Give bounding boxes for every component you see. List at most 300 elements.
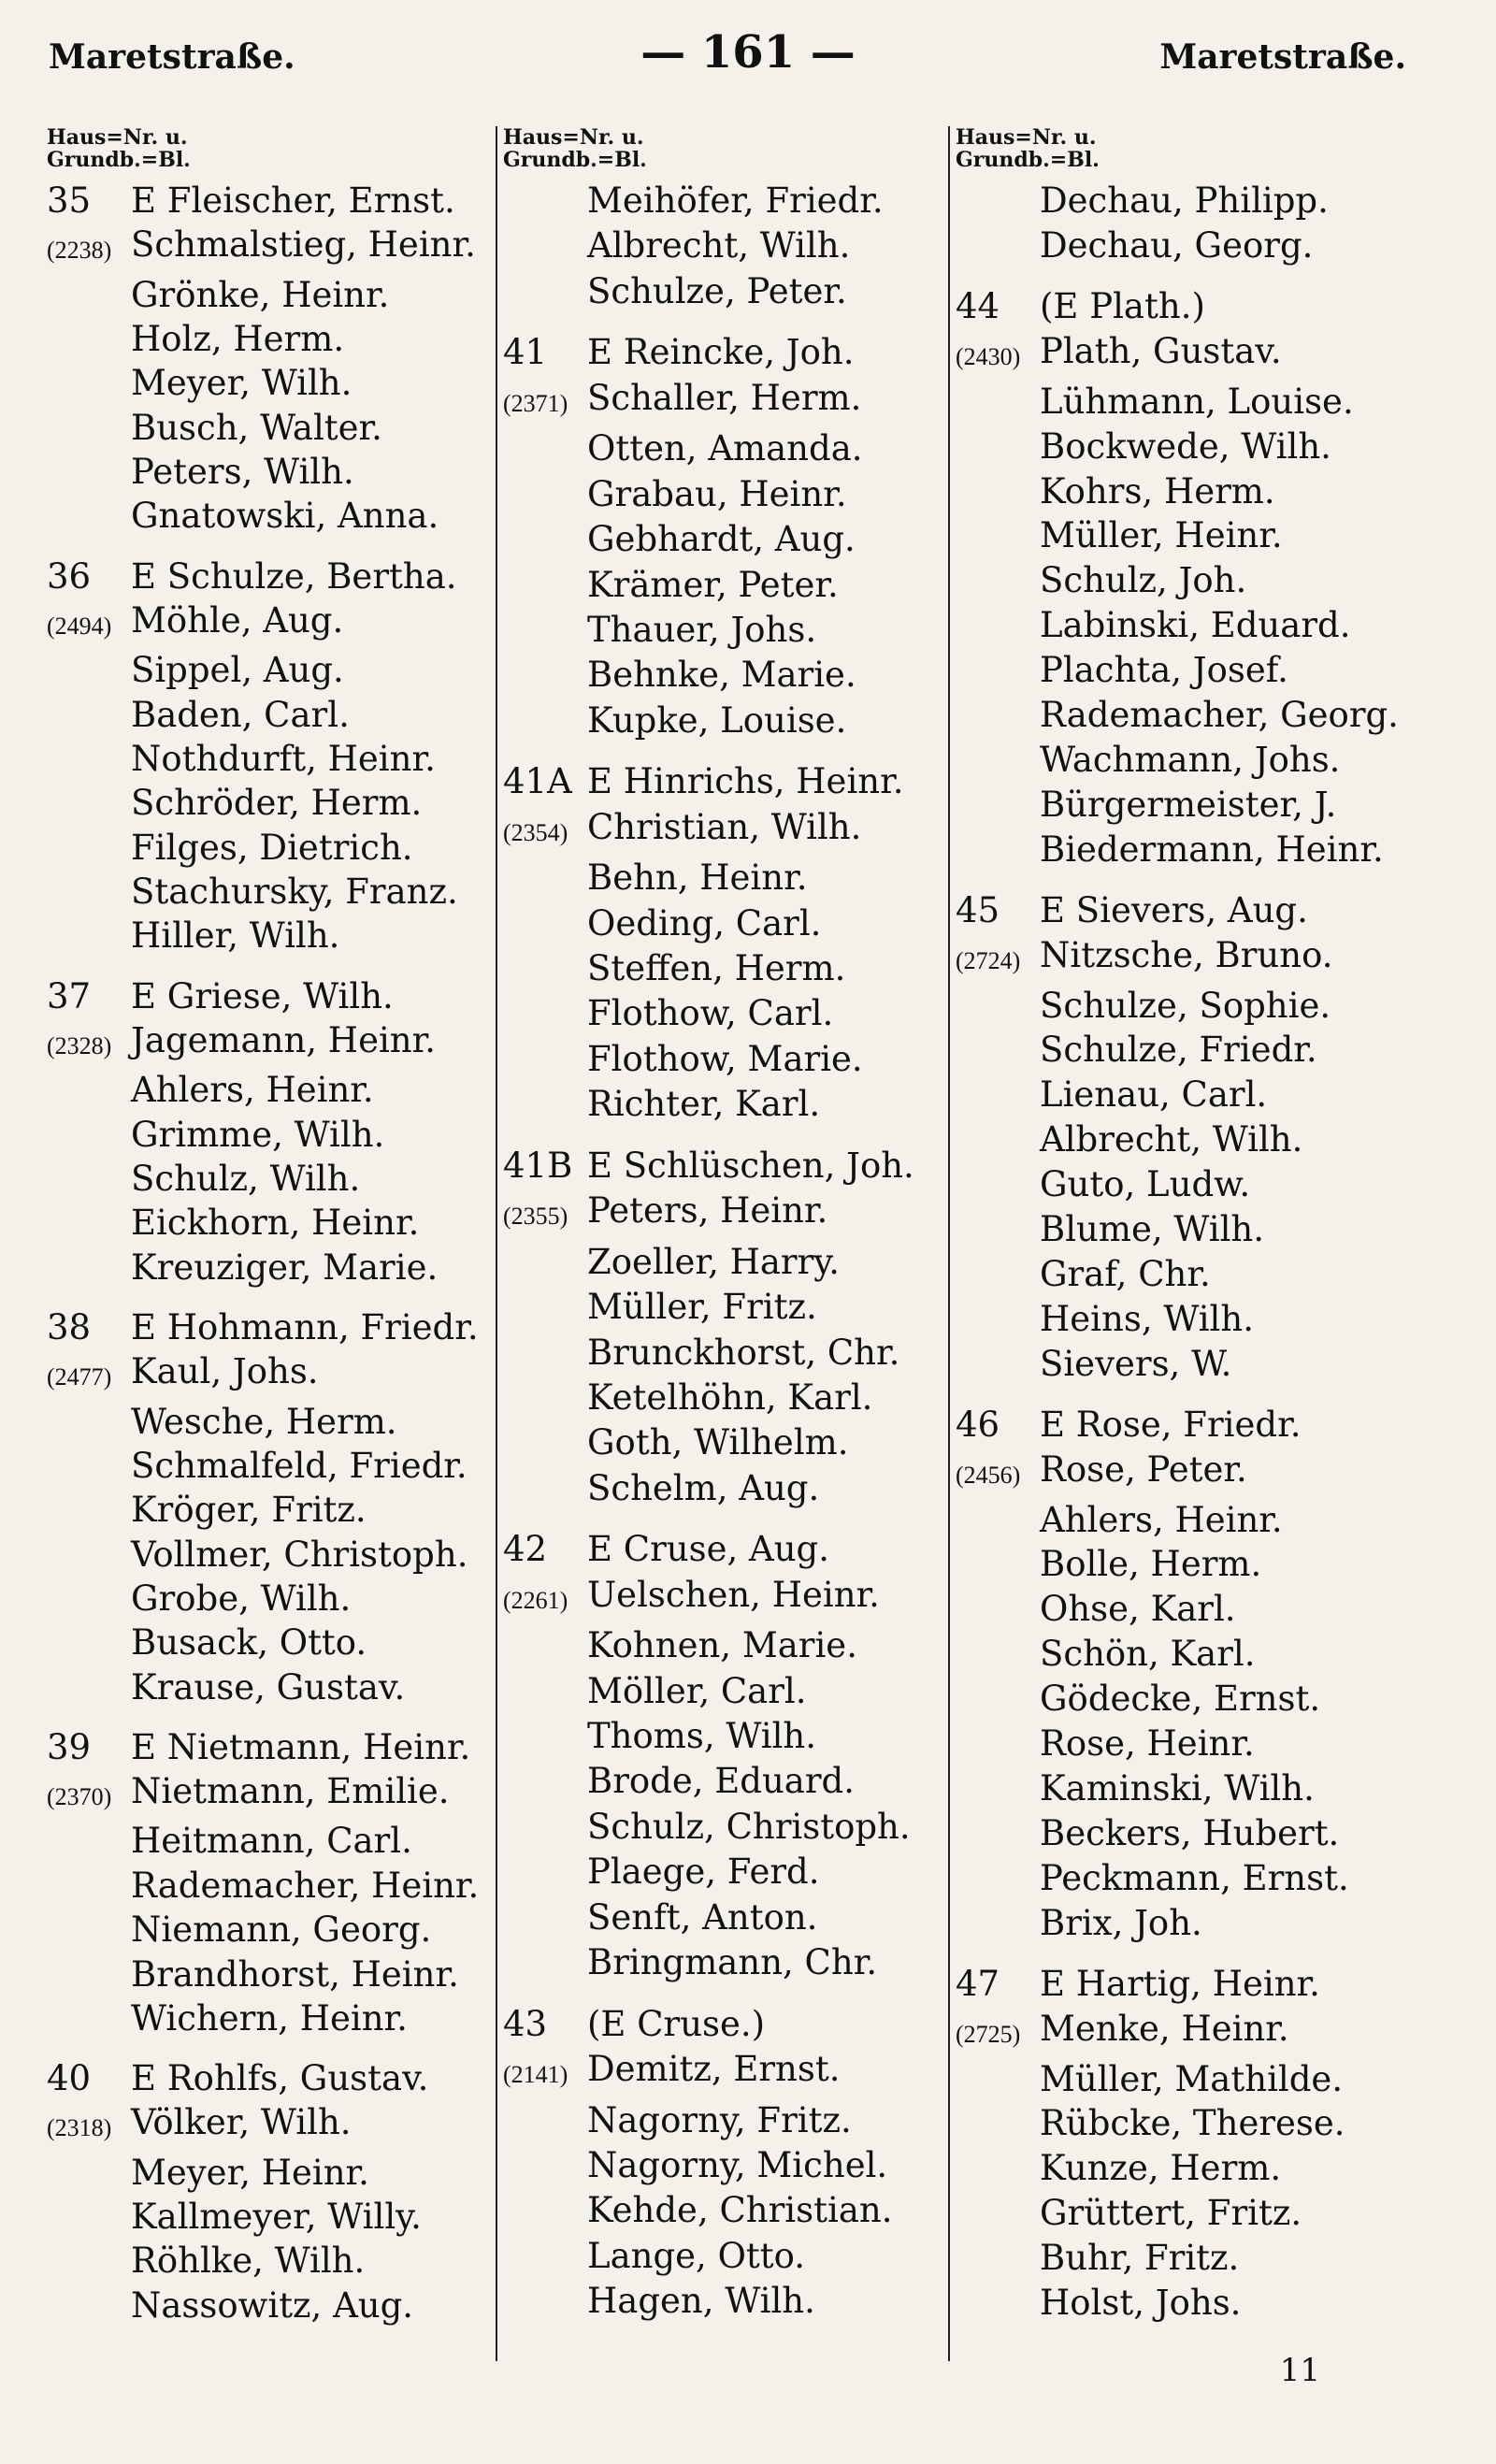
resident-line: [956, 783, 1423, 828]
resident-line: [47, 1952, 496, 1996]
resident-line: [956, 425, 1423, 469]
column-rule: [496, 126, 497, 2361]
resident-name: Möhle, Aug.: [131, 599, 344, 641]
column-header-line: Haus=Nr. u.: [47, 125, 188, 150]
house-owner-line: [956, 1962, 1423, 2007]
resident-name: Völker, Wilh.: [131, 2102, 352, 2143]
resident-line: [47, 1819, 496, 1863]
resident-name: Grüttert, Fritz.: [1040, 2193, 1302, 2234]
resident-name: Sippel, Aug.: [131, 650, 344, 691]
house-entry: [47, 1305, 496, 1709]
house-owner: (E Cruse.): [587, 2003, 766, 2044]
resident-line: [47, 1246, 496, 1290]
house-owner: E Sievers, Aug.: [1040, 889, 1308, 930]
resident-name: Graf, Chr.: [1040, 1253, 1211, 1294]
resident-name: Eickhorn, Heinr.: [131, 1203, 420, 1244]
resident-line: [956, 984, 1423, 1029]
resident-line: [503, 608, 952, 653]
resident-line: [503, 805, 952, 856]
page-number: — 161 —: [640, 26, 856, 79]
land-register-number: (2370): [47, 1783, 112, 1811]
resident-name: Gebhardt, Aug.: [587, 519, 856, 560]
resident-line: [956, 1856, 1423, 1901]
resident-name: Hiller, Wilh.: [131, 915, 340, 957]
resident-name: Kaul, Johs.: [131, 1351, 319, 1392]
resident-line: [47, 1488, 496, 1532]
resident-name: Kupke, Louise.: [587, 699, 847, 741]
continued-residents: [956, 179, 1423, 268]
resident-name: Rübcke, Therese.: [1040, 2103, 1345, 2144]
house-entry: [47, 2056, 496, 2327]
column-header-line: Grundb.=Bl.: [47, 148, 191, 172]
house-owner: E Hartig, Heinr.: [1040, 1963, 1320, 2004]
resident-name: Buhr, Fritz.: [1040, 2238, 1240, 2279]
house-owner: E Hohmann, Friedr.: [131, 1306, 479, 1347]
resident-name: Demitz, Ernst.: [587, 2049, 841, 2090]
resident-name: Jagemann, Heinr.: [131, 1019, 437, 1060]
resident-name: Flothow, Carl.: [587, 993, 834, 1034]
resident-line: [503, 1850, 952, 1895]
house-owner: E Griese, Wilh.: [131, 975, 394, 1016]
resident-name: Albrecht, Wilh.: [587, 225, 851, 267]
house-owner: E Schulze, Bertha.: [131, 555, 457, 597]
resident-line: [956, 1766, 1423, 1811]
resident-name: Christian, Wilh.: [587, 806, 862, 847]
house-entry: [956, 284, 1423, 872]
resident-name: Schulze, Sophie.: [1040, 985, 1331, 1026]
resident-line: [956, 469, 1423, 514]
resident-line: [956, 2007, 1423, 2057]
resident-line: [47, 1577, 496, 1621]
resident-name: Ketelhöhn, Karl.: [587, 1376, 873, 1418]
resident-line: [47, 361, 496, 405]
resident-name: Brode, Eduard.: [587, 1761, 855, 1802]
land-register-number: (2371): [503, 389, 568, 417]
directory-column-1: [47, 126, 496, 2343]
resident-line: [956, 380, 1423, 425]
resident-line: [503, 517, 952, 562]
resident-line: [47, 1113, 496, 1157]
land-register-number: (2494): [47, 612, 112, 640]
house-number: 44: [956, 285, 1000, 326]
resident-name: Lange, Otto.: [587, 2235, 806, 2276]
resident-line: [956, 1498, 1423, 1543]
resident-line: [47, 737, 496, 781]
house-owner: E Rohlfs, Gustav.: [131, 2058, 429, 2099]
resident-line: [47, 1157, 496, 1201]
resident-name: Schulz, Wilh.: [131, 1158, 361, 1199]
resident-line: [503, 1037, 952, 1082]
resident-name: Schaller, Herm.: [587, 377, 862, 418]
resident-name: Schmalfeld, Friedr.: [131, 1445, 468, 1486]
resident-line: [956, 2146, 1423, 2191]
resident-line: [503, 1082, 952, 1127]
resident-line: [503, 653, 952, 698]
land-register-number: (2724): [956, 946, 1021, 974]
resident-name: Rose, Heinr.: [1040, 1723, 1255, 1765]
resident-line: [956, 513, 1423, 558]
resident-name: Steffen, Herm.: [587, 948, 846, 988]
resident-name: Grönke, Heinr.: [131, 274, 390, 315]
resident-name: Zoeller, Harry.: [587, 1241, 841, 1282]
resident-line: [47, 1018, 496, 1068]
resident-line: [956, 1073, 1423, 1117]
land-register-number: (2354): [503, 818, 568, 846]
resident-name: Müller, Heinr.: [1040, 515, 1283, 556]
resident-line: [47, 450, 496, 494]
resident-line: [503, 1623, 952, 1668]
house-owner-line: [503, 2002, 952, 2047]
resident-line: [503, 2098, 952, 2143]
land-register-number: (2141): [503, 2061, 568, 2089]
resident-line: [47, 2100, 496, 2150]
resident-name: Grobe, Wilh.: [131, 1578, 352, 1619]
resident-name: Kunze, Herm.: [1040, 2148, 1282, 2189]
resident-name: Uelschen, Heinr.: [587, 1574, 880, 1615]
resident-name: Kallmeyer, Willy.: [131, 2197, 422, 2238]
resident-line: [956, 1117, 1423, 1162]
resident-name: Müller, Mathilde.: [1040, 2058, 1344, 2099]
resident-name: Schulz, Christoph.: [587, 1806, 911, 1847]
resident-line: [503, 2047, 952, 2097]
resident-name: Lienau, Carl.: [1040, 1074, 1268, 1116]
resident-name: Holst, Johs.: [1040, 2283, 1242, 2324]
resident-line: [503, 1759, 952, 1804]
land-register-number: (2261): [503, 1586, 568, 1614]
house-owner-line: [503, 330, 952, 375]
resident-line: [503, 699, 952, 743]
resident-name: Bolle, Herm.: [1040, 1544, 1262, 1585]
resident-name: Dechau, Georg.: [1040, 224, 1314, 266]
resident-line: [47, 223, 496, 272]
resident-name: Sievers, W.: [1040, 1343, 1232, 1384]
resident-name: Thauer, Johs.: [587, 609, 817, 650]
resident-name: Holz, Herm.: [131, 319, 345, 360]
resident-name: Bringmann, Chr.: [587, 1942, 878, 1983]
column-header-line: Grundb.=Bl.: [956, 148, 1100, 172]
resident-name: Schulze, Friedr.: [1040, 1030, 1317, 1071]
running-header-right: Maretstraße.: [1159, 37, 1406, 77]
house-owner-line: [47, 974, 496, 1018]
house-owner-line: [47, 179, 496, 223]
sheet-signature: 11: [1279, 2352, 1320, 2389]
resident-line: [956, 1901, 1423, 1946]
resident-line: [956, 1252, 1423, 1297]
resident-line: [47, 870, 496, 914]
house-owner-line: [503, 1527, 952, 1572]
resident-name: Peters, Wilh.: [131, 452, 354, 493]
resident-name: Busack, Otto.: [131, 1622, 367, 1664]
resident-name: Guto, Ludw.: [1040, 1164, 1251, 1205]
resident-name: Meyer, Heinr.: [131, 2152, 369, 2193]
resident-name: Richter, Karl.: [587, 1084, 821, 1125]
house-owner: E Schlüschen, Joh.: [587, 1145, 914, 1186]
resident-name: Stachursky, Franz.: [131, 872, 458, 913]
resident-line: [956, 2057, 1423, 2102]
resident-line: [956, 1677, 1423, 1722]
resident-line: [47, 1908, 496, 1952]
house-number: 40: [47, 2058, 92, 2099]
resident-name: Plath, Gustav.: [1040, 330, 1282, 371]
house-owner-line: [503, 759, 952, 804]
house-number: 41A: [503, 761, 572, 802]
resident-name: Ahlers, Heinr.: [131, 1070, 374, 1111]
resident-line: [503, 1420, 952, 1465]
resident-line: [956, 1542, 1423, 1587]
resident-name: Nothdurft, Heinr.: [131, 738, 436, 779]
resident-line: [47, 1996, 496, 2040]
resident-name: Thoms, Wilh.: [587, 1716, 817, 1756]
house-entry: [47, 1725, 496, 2040]
resident-line: [956, 1632, 1423, 1677]
resident-name: Nagorny, Michel.: [587, 2144, 888, 2185]
house-entry: [956, 1962, 1423, 2326]
resident-name: Senft, Anton.: [587, 1896, 818, 1938]
resident-line: [47, 914, 496, 958]
resident-line: [47, 2195, 496, 2239]
house-owner-line: [956, 888, 1423, 933]
resident-name: Kröger, Fritz.: [131, 1490, 367, 1531]
resident-line: [956, 1207, 1423, 1252]
resident-line: [956, 1722, 1423, 1766]
house-entry: [47, 974, 496, 1290]
resident-name: Brix, Joh.: [1040, 1902, 1202, 1943]
continued-residents: [503, 179, 952, 314]
resident-line: [503, 1285, 952, 1330]
resident-line: [503, 376, 952, 426]
resident-line: [956, 1448, 1423, 1498]
land-register-number: (2355): [503, 1203, 568, 1231]
resident-line: [47, 1444, 496, 1488]
directory-column-3: [956, 126, 1423, 2342]
resident-name: Krause, Gustav.: [131, 1666, 406, 1708]
resident-line: [47, 648, 496, 692]
resident-line: [47, 2151, 496, 2195]
resident-name: Schmalstieg, Heinr.: [131, 224, 476, 266]
resident-name: Ahlers, Heinr.: [1040, 1499, 1283, 1540]
resident-name: Peters, Heinr.: [587, 1190, 828, 1232]
resident-line: [503, 563, 952, 608]
house-owner-line: [47, 555, 496, 598]
resident-name: Lühmann, Louise.: [1040, 381, 1354, 422]
resident-line: [503, 2188, 952, 2233]
land-register-number: (2430): [956, 342, 1021, 370]
resident-name: Otten, Amanda.: [587, 428, 863, 469]
resident-line: [47, 1864, 496, 1908]
resident-name: Kohrs, Herm.: [1040, 470, 1275, 512]
resident-line: [503, 1573, 952, 1623]
resident-name: Brandhorst, Heinr.: [131, 1953, 459, 1995]
resident-line: [503, 179, 952, 223]
resident-name: Wachmann, Johs.: [1040, 739, 1341, 780]
house-entry: [956, 888, 1423, 1387]
resident-line: [956, 603, 1423, 648]
resident-name: Hagen, Wilh.: [587, 2281, 815, 2322]
house-entry: [47, 179, 496, 539]
resident-line: [956, 179, 1423, 223]
resident-name: Heitmann, Carl.: [131, 1821, 412, 1862]
resident-name: Möller, Carl.: [587, 1670, 807, 1711]
resident-line: [503, 946, 952, 991]
resident-name: Kaminski, Wilh.: [1040, 1768, 1315, 1808]
resident-line: [956, 2281, 1423, 2326]
resident-line: [47, 1665, 496, 1709]
resident-name: Biedermann, Heinr.: [1040, 829, 1384, 870]
house-number: 39: [47, 1726, 92, 1767]
resident-name: Kohnen, Marie.: [587, 1625, 857, 1666]
resident-name: Krämer, Peter.: [587, 564, 839, 605]
resident-line: [47, 781, 496, 825]
resident-line: [956, 2236, 1423, 2281]
resident-name: Dechau, Philipp.: [1040, 180, 1329, 221]
resident-line: [503, 2279, 952, 2324]
resident-line: [503, 2143, 952, 2188]
resident-line: [956, 1297, 1423, 1342]
resident-name: Rose, Peter.: [1040, 1448, 1247, 1490]
resident-line: [956, 329, 1423, 380]
resident-name: Blume, Wilh.: [1040, 1209, 1264, 1250]
resident-line: [956, 558, 1423, 603]
resident-line: [956, 828, 1423, 872]
resident-line: [503, 1714, 952, 1759]
house-owner: E Nietmann, Heinr.: [131, 1726, 471, 1767]
resident-line: [503, 472, 952, 517]
resident-name: Menke, Heinr.: [1040, 2008, 1289, 2049]
resident-name: Röhlke, Wilh.: [131, 2241, 366, 2282]
resident-name: Kreuziger, Marie.: [131, 1246, 439, 1288]
resident-line: [47, 1201, 496, 1245]
house-owner: E Reincke, Joh.: [587, 332, 855, 373]
resident-name: Grabau, Heinr.: [587, 473, 847, 514]
resident-name: Albrecht, Wilh.: [1040, 1119, 1303, 1160]
house-owner-line: [47, 1305, 496, 1349]
resident-line: [503, 2234, 952, 2279]
resident-line: [47, 1533, 496, 1577]
resident-line: [47, 494, 496, 538]
resident-name: Meyer, Wilh.: [131, 363, 352, 404]
house-owner: E Rose, Friedr.: [1040, 1404, 1302, 1445]
land-register-number: (2477): [47, 1363, 112, 1391]
resident-line: [47, 1349, 496, 1399]
resident-name: Wichern, Heinr.: [131, 1997, 408, 2039]
resident-line: [503, 991, 952, 1036]
resident-line: [503, 1376, 952, 1420]
resident-name: Nietmann, Emilie.: [131, 1771, 450, 1812]
house-number: 35: [47, 180, 92, 221]
resident-line: [503, 223, 952, 268]
land-register-number: (2328): [47, 1031, 112, 1059]
house-number: 37: [47, 975, 92, 1016]
house-number: 41B: [503, 1145, 573, 1186]
house-owner: E Hinrichs, Heinr.: [587, 761, 904, 802]
resident-name: Goth, Wilhelm.: [587, 1422, 849, 1463]
resident-name: Behnke, Marie.: [587, 655, 856, 696]
resident-name: Schelm, Aug.: [587, 1467, 820, 1508]
house-owner-line: [47, 1725, 496, 1769]
resident-line: [503, 1895, 952, 1940]
resident-name: Niemann, Georg.: [131, 1909, 432, 1951]
resident-name: Wesche, Herm.: [131, 1401, 397, 1442]
house-owner-line: [956, 284, 1423, 329]
resident-name: Schulze, Peter.: [587, 270, 847, 311]
resident-line: [956, 1342, 1423, 1387]
house-entry: [503, 1527, 952, 1985]
resident-name: Labinski, Eduard.: [1040, 605, 1351, 646]
land-register-number: (2238): [47, 237, 112, 265]
resident-line: [956, 223, 1423, 268]
house-number: 36: [47, 555, 92, 597]
resident-name: Kehde, Christian.: [587, 2190, 893, 2231]
house-owner-line: [956, 1403, 1423, 1448]
resident-name: Bockwede, Wilh.: [1040, 425, 1331, 467]
resident-name: Schulz, Joh.: [1040, 560, 1247, 601]
house-owner-line: [503, 1144, 952, 1189]
resident-name: Ohse, Karl.: [1040, 1589, 1236, 1630]
house-owner: E Fleischer, Ernst.: [131, 180, 455, 221]
resident-line: [956, 693, 1423, 738]
resident-name: Heins, Wilh.: [1040, 1298, 1254, 1339]
house-number: 45: [956, 889, 1000, 930]
house-entry: [503, 330, 952, 743]
resident-line: [503, 1331, 952, 1376]
resident-name: Rademacher, Heinr.: [131, 1865, 480, 1906]
resident-name: Plachta, Josef.: [1040, 650, 1288, 691]
resident-line: [956, 648, 1423, 693]
resident-name: Busch, Walter.: [131, 407, 382, 448]
resident-line: [503, 901, 952, 946]
resident-line: [956, 933, 1423, 984]
resident-name: Peckmann, Ernst.: [1040, 1857, 1349, 1898]
land-register-number: (2725): [956, 2020, 1021, 2048]
resident-line: [956, 738, 1423, 783]
house-owner: E Cruse, Aug.: [587, 1529, 829, 1570]
land-register-number: (2456): [956, 1461, 1021, 1489]
resident-line: [47, 2239, 496, 2283]
resident-name: Vollmer, Christoph.: [131, 1534, 468, 1575]
running-header-left: Maretstraße.: [49, 37, 295, 77]
resident-name: Rademacher, Georg.: [1040, 695, 1399, 736]
house-number: 41: [503, 332, 548, 373]
column-header-line: Haus=Nr. u.: [956, 125, 1097, 150]
column-header-line: Grundb.=Bl.: [503, 148, 647, 172]
land-register-number: (2318): [47, 2114, 112, 2142]
resident-name: Beckers, Hubert.: [1040, 1812, 1340, 1853]
resident-name: Gnatowski, Anna.: [131, 496, 439, 537]
resident-line: [47, 273, 496, 317]
house-entry: [503, 1144, 952, 1511]
column-header-line: Haus=Nr. u.: [503, 125, 644, 150]
resident-name: Schröder, Herm.: [131, 783, 423, 824]
resident-name: Schön, Karl.: [1040, 1634, 1256, 1675]
house-number: 47: [956, 1963, 1000, 2004]
resident-name: Grimme, Wilh.: [131, 1114, 385, 1155]
resident-line: [47, 598, 496, 648]
resident-line: [47, 693, 496, 737]
resident-line: [47, 1400, 496, 1444]
resident-name: Oeding, Carl.: [587, 902, 822, 944]
resident-line: [503, 1669, 952, 1714]
resident-line: [47, 406, 496, 450]
directory-column-2: [503, 126, 952, 2341]
resident-line: [956, 1162, 1423, 1207]
house-number: 38: [47, 1306, 92, 1347]
house-number: 42: [503, 1529, 548, 1570]
resident-name: Flothow, Marie.: [587, 1038, 863, 1079]
resident-line: [47, 317, 496, 361]
column-header: [503, 126, 952, 171]
resident-line: [503, 1240, 952, 1285]
column-header: [47, 126, 496, 171]
